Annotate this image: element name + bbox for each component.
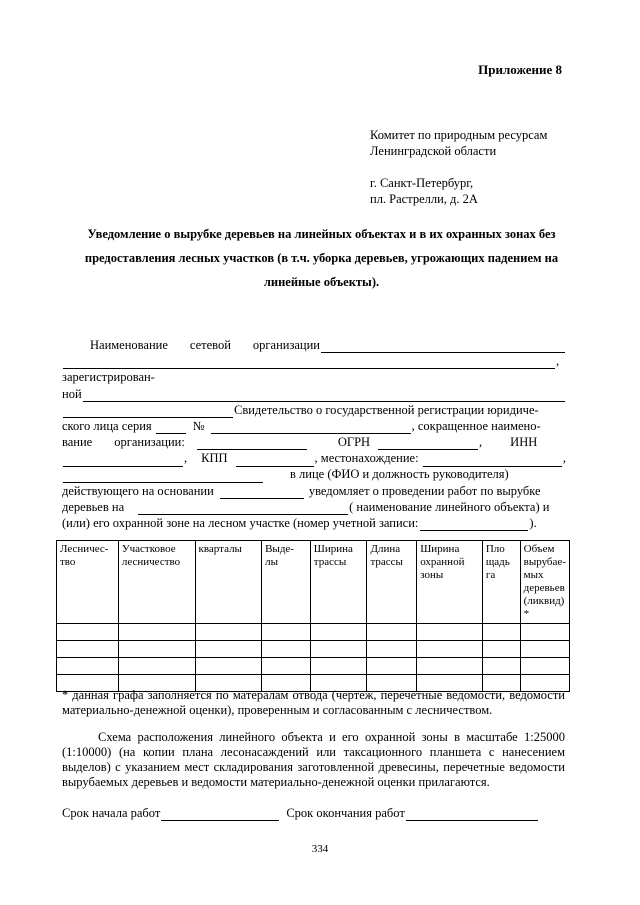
page-number: 334: [311, 843, 329, 855]
trees-label: деревьев на: [62, 499, 125, 514]
in-person-label: в лице (ФИО и должность руководителя): [290, 467, 509, 482]
short-name-label-cont: вание: [62, 435, 93, 450]
punct: ).: [529, 516, 537, 531]
certificate-text: Свидетельство о государственной регистрации юридиче-: [234, 402, 539, 417]
certificate-number-field[interactable]: [211, 422, 411, 434]
table-header-cell: Выде-лы: [262, 541, 311, 624]
registered-field[interactable]: [83, 390, 565, 402]
form-line: [62, 434, 566, 450]
form-line: [62, 483, 566, 499]
series-label: ского лица серия: [62, 418, 152, 433]
title-line: линейные объекты).: [263, 275, 380, 289]
title-line: Уведомление о вырубке деревьев на линейных объектах и в их охранных зонах без: [87, 227, 556, 241]
addressee-line: г. Санкт-Петербург,: [370, 176, 474, 190]
table-header-cell: Лесничес-тво: [57, 541, 119, 624]
number-sign: №: [192, 418, 205, 433]
zone-label: (или) его охранной зоне на лесном участке (номер учетной записи:: [62, 516, 419, 531]
addressee-block: [370, 127, 590, 207]
end-label: Срок окончания работ: [286, 806, 405, 820]
registered-label: ной: [62, 386, 82, 401]
org-label-word: Наименование: [90, 337, 168, 352]
registered-field-cont[interactable]: [63, 406, 233, 418]
punct: ,: [562, 451, 566, 466]
short-name-label: , сокращенное наимено-: [411, 418, 541, 433]
form-line: [62, 467, 566, 483]
appendix-label: Приложение 8: [478, 62, 562, 77]
table-header-row: [57, 541, 570, 624]
short-name-field[interactable]: [197, 438, 307, 450]
form-line: [62, 418, 566, 434]
end-date-field[interactable]: [406, 809, 538, 821]
org-label-word: организации: [252, 337, 320, 352]
table-row[interactable]: [57, 658, 570, 675]
table-header-cell: Длина трассы: [367, 541, 417, 624]
deadline-line: [62, 806, 539, 821]
table-header-cell: Участковое лесничество: [118, 541, 195, 624]
inn-label: ИНН: [510, 435, 538, 450]
org-label-word: сетевой: [189, 337, 231, 352]
addressee-line: пл. Растрелли, д. 2А: [370, 192, 478, 206]
punct: ,: [556, 354, 560, 369]
ogrn-field[interactable]: [378, 438, 478, 450]
record-number-field[interactable]: [420, 519, 528, 531]
acting-label: действующего на основании: [62, 483, 214, 498]
table-row[interactable]: [57, 624, 570, 641]
table-row[interactable]: [57, 641, 570, 658]
table-header-cell: кварталы: [195, 541, 262, 624]
form-body: [62, 337, 566, 531]
punct: ,: [184, 451, 188, 466]
location-field-cont[interactable]: [63, 471, 263, 483]
inn-field[interactable]: [63, 455, 183, 467]
form-line: [62, 450, 566, 466]
notifies-label: уведомляет о проведении работ по вырубке: [308, 483, 541, 498]
form-line: [62, 515, 566, 531]
form-line: [62, 386, 566, 402]
location-label: , местонахождение:: [314, 451, 419, 466]
form-line: [62, 369, 566, 385]
scheme-paragraph: Схема расположения линейного объекта и его охранной зоны в масштабе 1:25000 (1:10000) (на копии плана лесонасаждений или таксационного планшета с нанесением выделов) с указанием мест складирования заготовленной древесины, перечетные ведомости вырубаемых деревьев и ведомости материально-денежной оценки прилагаются.: [62, 730, 565, 789]
registered-label: зарегистрирован-: [62, 370, 155, 385]
addressee-line: Комитет по природным ресурсам: [370, 128, 548, 142]
title-line: предоставления лесных участков (в т.ч. уборка деревьев, угрожающих падением на: [84, 251, 559, 265]
object-name-label: ( наименование линейного объекта) и: [349, 499, 550, 514]
basis-field[interactable]: [220, 487, 304, 499]
org-name-field-cont[interactable]: [63, 357, 555, 369]
table-header-cell: Пло щадь га: [482, 541, 520, 624]
start-label: Срок начала работ: [62, 806, 161, 820]
footnote: * данная графа заполняется по матерaлам отвода (чертеж, перечетные ведомости, ведомости материально-денежной оценки), проверенным и согласованным с лесничеством.: [62, 688, 565, 717]
kpp-label: КПП: [201, 451, 228, 466]
form-line: [62, 402, 566, 418]
start-date-field[interactable]: [161, 809, 279, 821]
form-line: [62, 499, 566, 515]
series-field[interactable]: [156, 422, 186, 434]
document-title: [58, 222, 585, 294]
form-line: [62, 337, 566, 353]
addressee-line: Ленинградской области: [370, 144, 497, 158]
location-field[interactable]: [423, 455, 562, 467]
form-line: [62, 353, 566, 369]
kpp-field[interactable]: [236, 455, 314, 467]
org-name-field[interactable]: [321, 341, 565, 353]
object-name-field[interactable]: [138, 503, 348, 515]
parcel-table: [56, 540, 570, 692]
table-header-cell: Ширина трассы: [310, 541, 367, 624]
table-header-cell: Объем вырубае-мых деревьев (ликвид) *: [520, 541, 569, 624]
punct: ,: [479, 435, 483, 450]
table-header-cell: Ширина охранной зоны: [417, 541, 483, 624]
ogrn-label: ОГРН: [337, 435, 371, 450]
organization-label: организации:: [114, 435, 185, 450]
